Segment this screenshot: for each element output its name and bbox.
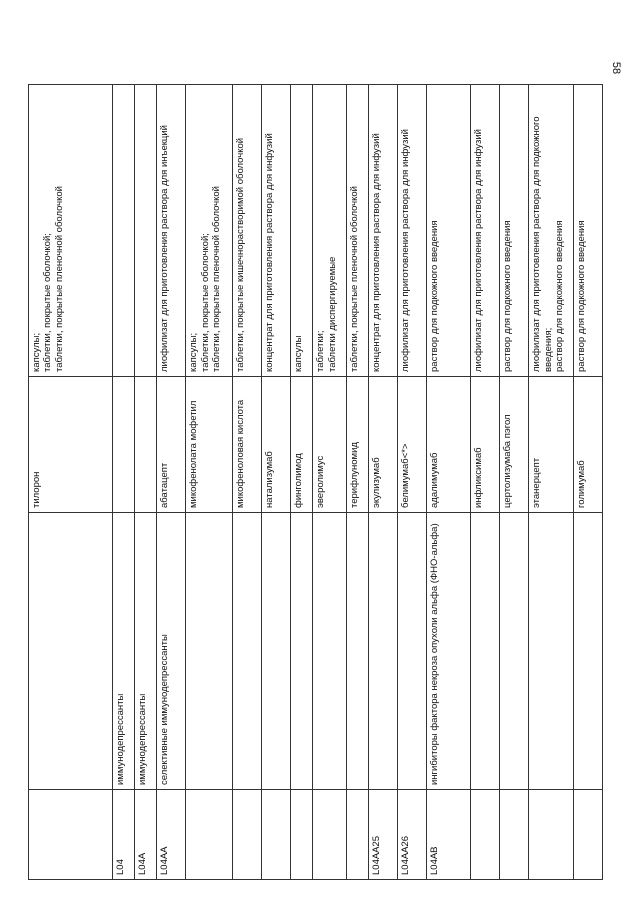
drug-name-cell: микофенолата мофетил [186,377,233,513]
dosage-form-line: таблетки, покрытые пленочной оболочкой [348,186,360,372]
dosage-forms-cell [134,85,156,377]
table-row [471,85,500,880]
atc-code-cell: L04AA25 [368,790,397,880]
atc-code-cell: L04AA26 [397,790,426,880]
table-row [261,85,290,880]
dosage-forms-cell [186,85,233,377]
drug-name-cell [112,377,134,513]
dosage-forms-cell [157,85,186,377]
dosage-forms-cell [471,85,500,377]
drug-name-cell: этанерцепт [529,377,574,513]
drug-table-rotated [28,85,603,880]
table-row [573,85,602,880]
drug-name-cell: адалимумаб [426,377,471,513]
table-row [29,85,113,880]
drug-name-cell: микофеноловая кислота [232,377,261,513]
group-name-cell [29,513,113,790]
group-name-cell [573,513,602,790]
atc-code-cell: L04A [134,790,156,880]
dosage-form-line: концентрат для приготовления раствора для инфузий [263,133,275,372]
group-name-cell [313,513,346,790]
atc-code-cell [29,790,113,880]
dosage-form-line: капсулы [292,335,304,372]
dosage-forms-cell [368,85,397,377]
dosage-form-line: капсулы; [31,332,42,372]
table-row [529,85,574,880]
atc-code-cell [500,790,529,880]
drug-name-cell: инфликсимаб [471,377,500,513]
dosage-form-line: раствор для подкожного введения [502,220,514,372]
dosage-forms-cell [426,85,471,377]
table-row [368,85,397,880]
dosage-form-line: таблетки диспергируемые [326,256,338,372]
dosage-form-line: таблетки, покрытые оболочкой; [42,233,54,372]
atc-code-cell [346,790,368,880]
dosage-form-line: раствор для подкожного введения [575,220,587,372]
dosage-forms-cell [500,85,529,377]
group-name-cell [368,513,397,790]
group-name-cell [346,513,368,790]
dosage-forms-cell [29,85,113,377]
drug-name-cell [134,377,156,513]
group-name-cell: иммунодепрессанты [134,513,156,790]
drug-table-body [29,85,603,880]
dosage-form-line: таблетки, покрытые пленочной оболочкой [53,186,65,372]
table-row [186,85,233,880]
table-row [397,85,426,880]
dosage-forms-cell [397,85,426,377]
dosage-form-line: таблетки, покрытые кишечнорастворимой оболочкой [234,137,246,372]
table-row [290,85,312,880]
table-row [346,85,368,880]
table-row [426,85,471,880]
table-row [112,85,134,880]
dosage-form-line: раствор для подкожного введения [428,220,440,372]
group-name-cell [500,513,529,790]
dosage-form-line: капсулы; [188,332,200,372]
dosage-form-line: концентрат для приготовления раствора для инфузий [370,133,382,372]
dosage-forms-cell [346,85,368,377]
group-name-cell: селективные иммунодепрессанты [157,513,186,790]
group-name-cell [186,513,233,790]
dosage-form-line: лиофилизат для приготовления раствора для подкожного введения; [531,116,554,372]
dosage-form-line: таблетки; [315,330,327,372]
atc-code-cell [573,790,602,880]
dosage-form-line: раствор для подкожного введения [554,220,566,372]
drug-name-cell: терифлуномид [346,377,368,513]
dosage-forms-cell [290,85,312,377]
group-name-cell [290,513,312,790]
drug-name-cell: цертолизумаба пэгол [500,377,529,513]
atc-code-cell: L04 [112,790,134,880]
atc-code-cell: L04AB [426,790,471,880]
dosage-forms-cell [529,85,574,377]
atc-code-cell [186,790,233,880]
group-name-cell [397,513,426,790]
page-number: 58 [609,61,622,75]
atc-code-cell [290,790,312,880]
atc-code-cell [232,790,261,880]
group-name-cell [261,513,290,790]
dosage-forms-cell [313,85,346,377]
drug-name-cell: тилорон [29,377,113,513]
atc-code-cell [471,790,500,880]
dosage-forms-cell [112,85,134,377]
dosage-form-line: лиофилизат для приготовления раствора для инфузий [473,129,485,372]
drug-table [28,84,603,880]
drug-name-cell: натализумаб [261,377,290,513]
group-name-cell [529,513,574,790]
group-name-cell: ингибиторы фактора некроза опухоли альфа (ФНО-альфа) [426,513,471,790]
drug-name-cell: эверолимус [313,377,346,513]
dosage-form-line: таблетки, покрытые пленочной оболочкой [210,186,222,372]
table-row [134,85,156,880]
dosage-forms-cell [261,85,290,377]
group-name-cell: иммунодепрессанты [112,513,134,790]
group-name-cell [232,513,261,790]
atc-code-cell: L04AA [157,790,186,880]
group-name-cell [471,513,500,790]
atc-code-cell [529,790,574,880]
table-row [232,85,261,880]
drug-name-cell: абатацепт [157,377,186,513]
dosage-form-line: таблетки, покрытые оболочкой; [199,233,211,372]
table-row [313,85,346,880]
table-row [157,85,186,880]
dosage-form-line: лиофилизат для приготовления раствора для инфузий [399,129,411,372]
dosage-forms-cell [573,85,602,377]
atc-code-cell [313,790,346,880]
dosage-forms-cell [232,85,261,377]
table-row [500,85,529,880]
atc-code-cell [261,790,290,880]
drug-name-cell: белимумаб<*> [397,377,426,513]
dosage-form-line: лиофилизат для приготовления раствора для инъекций [159,125,171,372]
drug-name-cell: финголимод [290,377,312,513]
drug-name-cell: голимумаб [573,377,602,513]
drug-name-cell: экулизумаб [368,377,397,513]
